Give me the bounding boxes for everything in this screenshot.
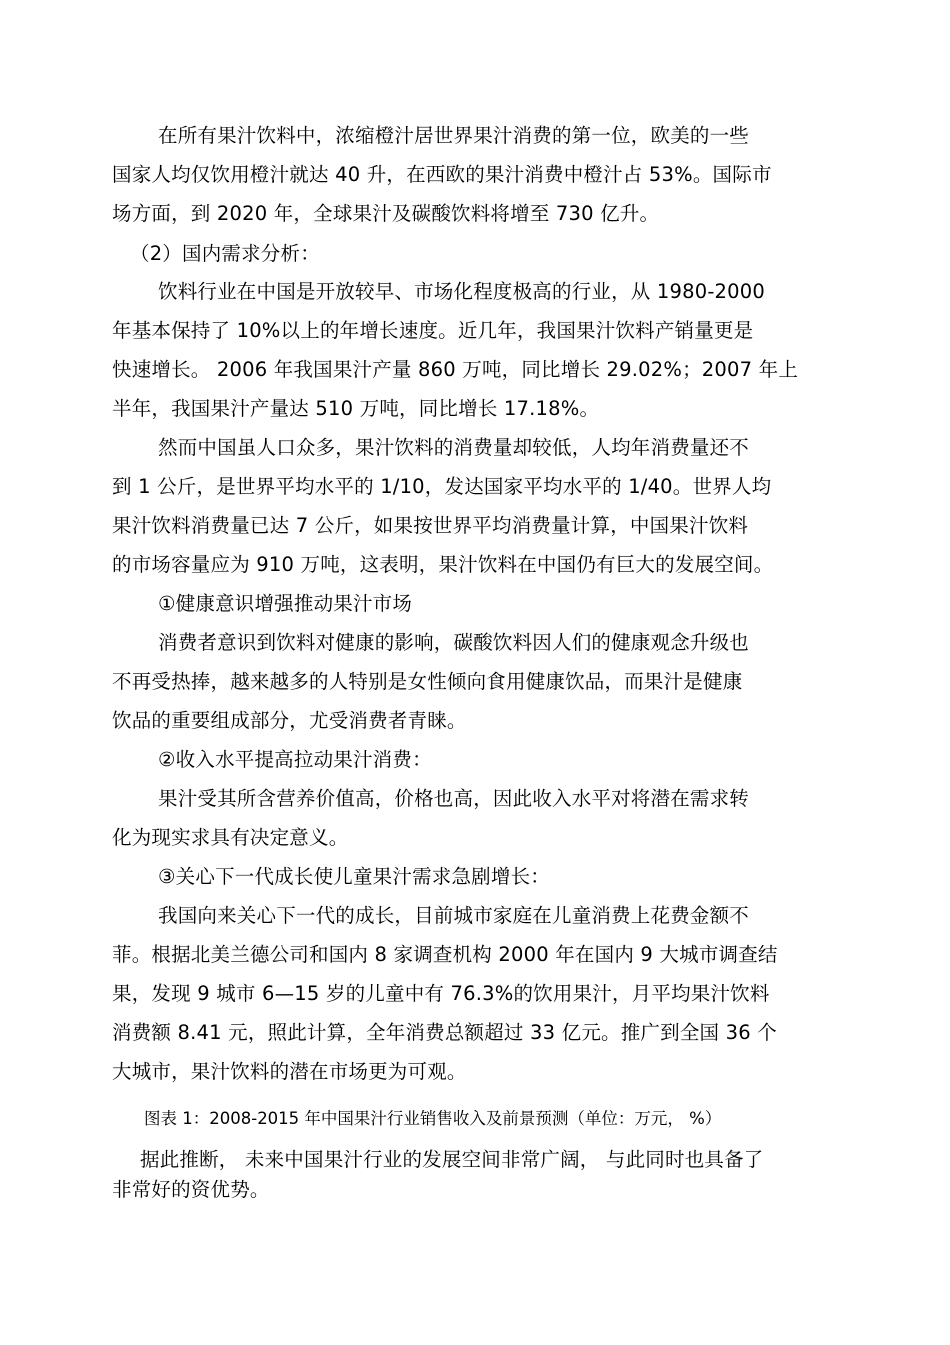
figure-caption: 图表 1：2008-2015 年中国果汁行业销售收入及前景预测（单位：万元， %） (144, 1109, 722, 1128)
text-line: 果汁受其所含营养价值高，价格也高，因此收入水平对将潜在需求转 (158, 787, 750, 810)
text-line: 不再受热捧，越来越多的人特别是女性倾向食用健康饮品，而果汁是健康 (112, 670, 743, 693)
text-line: 然而中国虽人口众多，果汁饮料的消费量却较低，人均年消费量还不 (158, 436, 750, 459)
text-line: 到 1 公斤，是世界平均水平的 1/10，发达国家平均水平的 1/40。世界人均 (112, 475, 772, 498)
text-line: 国家人均仅饮用橙汁就达 40 升，在西欧的果汁消费中橙汁占 53%。国际市 (112, 163, 772, 186)
text-line: 场方面，到 2020 年，全球果汁及碳酸饮料将增至 730 亿升。 (112, 202, 660, 225)
text-line: 饮料行业在中国是开放较早、市场化程度极高的行业，从 1980-2000 (158, 280, 765, 303)
text-line: 饮品的重要组成部分，尤受消费者青睐。 (112, 709, 467, 732)
text-line: 化为现实求具有决定意义。 (112, 826, 349, 849)
text-line: 消费者意识到饮料对健康的影响，碳酸饮料因人们的健康观念升级也 (158, 631, 750, 654)
text-line: 的市场容量应为 910 万吨，这表明，果汁饮料在中国仍有巨大的发展空间。 (112, 553, 774, 576)
text-line: 消费额 8.41 元，照此计算，全年消费总额超过 33 亿元。推广到全国 36 个 (112, 1021, 777, 1044)
subheading: ①健康意识增强推动果汁市场 (158, 592, 413, 615)
text-line: 菲。根据北美兰德公司和国内 8 家调查机构 2000 年在国内 9 大城市调查结 (112, 943, 778, 966)
text-line: 大城市，果汁饮料的潜在市场更为可观。 (112, 1060, 467, 1083)
text-line: 年基本保持了 10%以上的年增长速度。近几年，我国果汁饮料产销量更是 (112, 319, 754, 342)
text-line: 我国向来关心下一代的成长，目前城市家庭在儿童消费上花费金额不 (158, 904, 750, 927)
text-line: 据此推断， 未来中国果汁行业的发展空间非常广阔， 与此同时也具备了 (140, 1148, 764, 1171)
section-heading: （2）国内需求分析： (130, 242, 320, 265)
text-line: 在所有果汁饮料中，浓缩橙汁居世界果汁消费的第一位，欧美的一些 (158, 124, 750, 147)
text-line: 果汁饮料消费量已达 7 公斤，如果按世界平均消费量计算，中国果汁饮料 (112, 514, 749, 537)
text-line: 快速增长。 2006 年我国果汁产量 860 万吨，同比增长 29.02%；2007 年上 (112, 358, 799, 381)
text-line: 果，发现 9 城市 6—15 岁的儿童中有 76.3%的饮用果汁，月平均果汁饮料 (112, 982, 770, 1005)
subheading: ③关心下一代成长使儿童果汁需求急剧增长： (158, 865, 550, 888)
text-line: 非常好的资优势。 (112, 1178, 270, 1201)
text-line: 半年，我国果汁产量达 510 万吨，同比增长 17.18%。 (112, 397, 600, 420)
subheading: ②收入水平提高拉动果汁消费： (158, 748, 432, 771)
